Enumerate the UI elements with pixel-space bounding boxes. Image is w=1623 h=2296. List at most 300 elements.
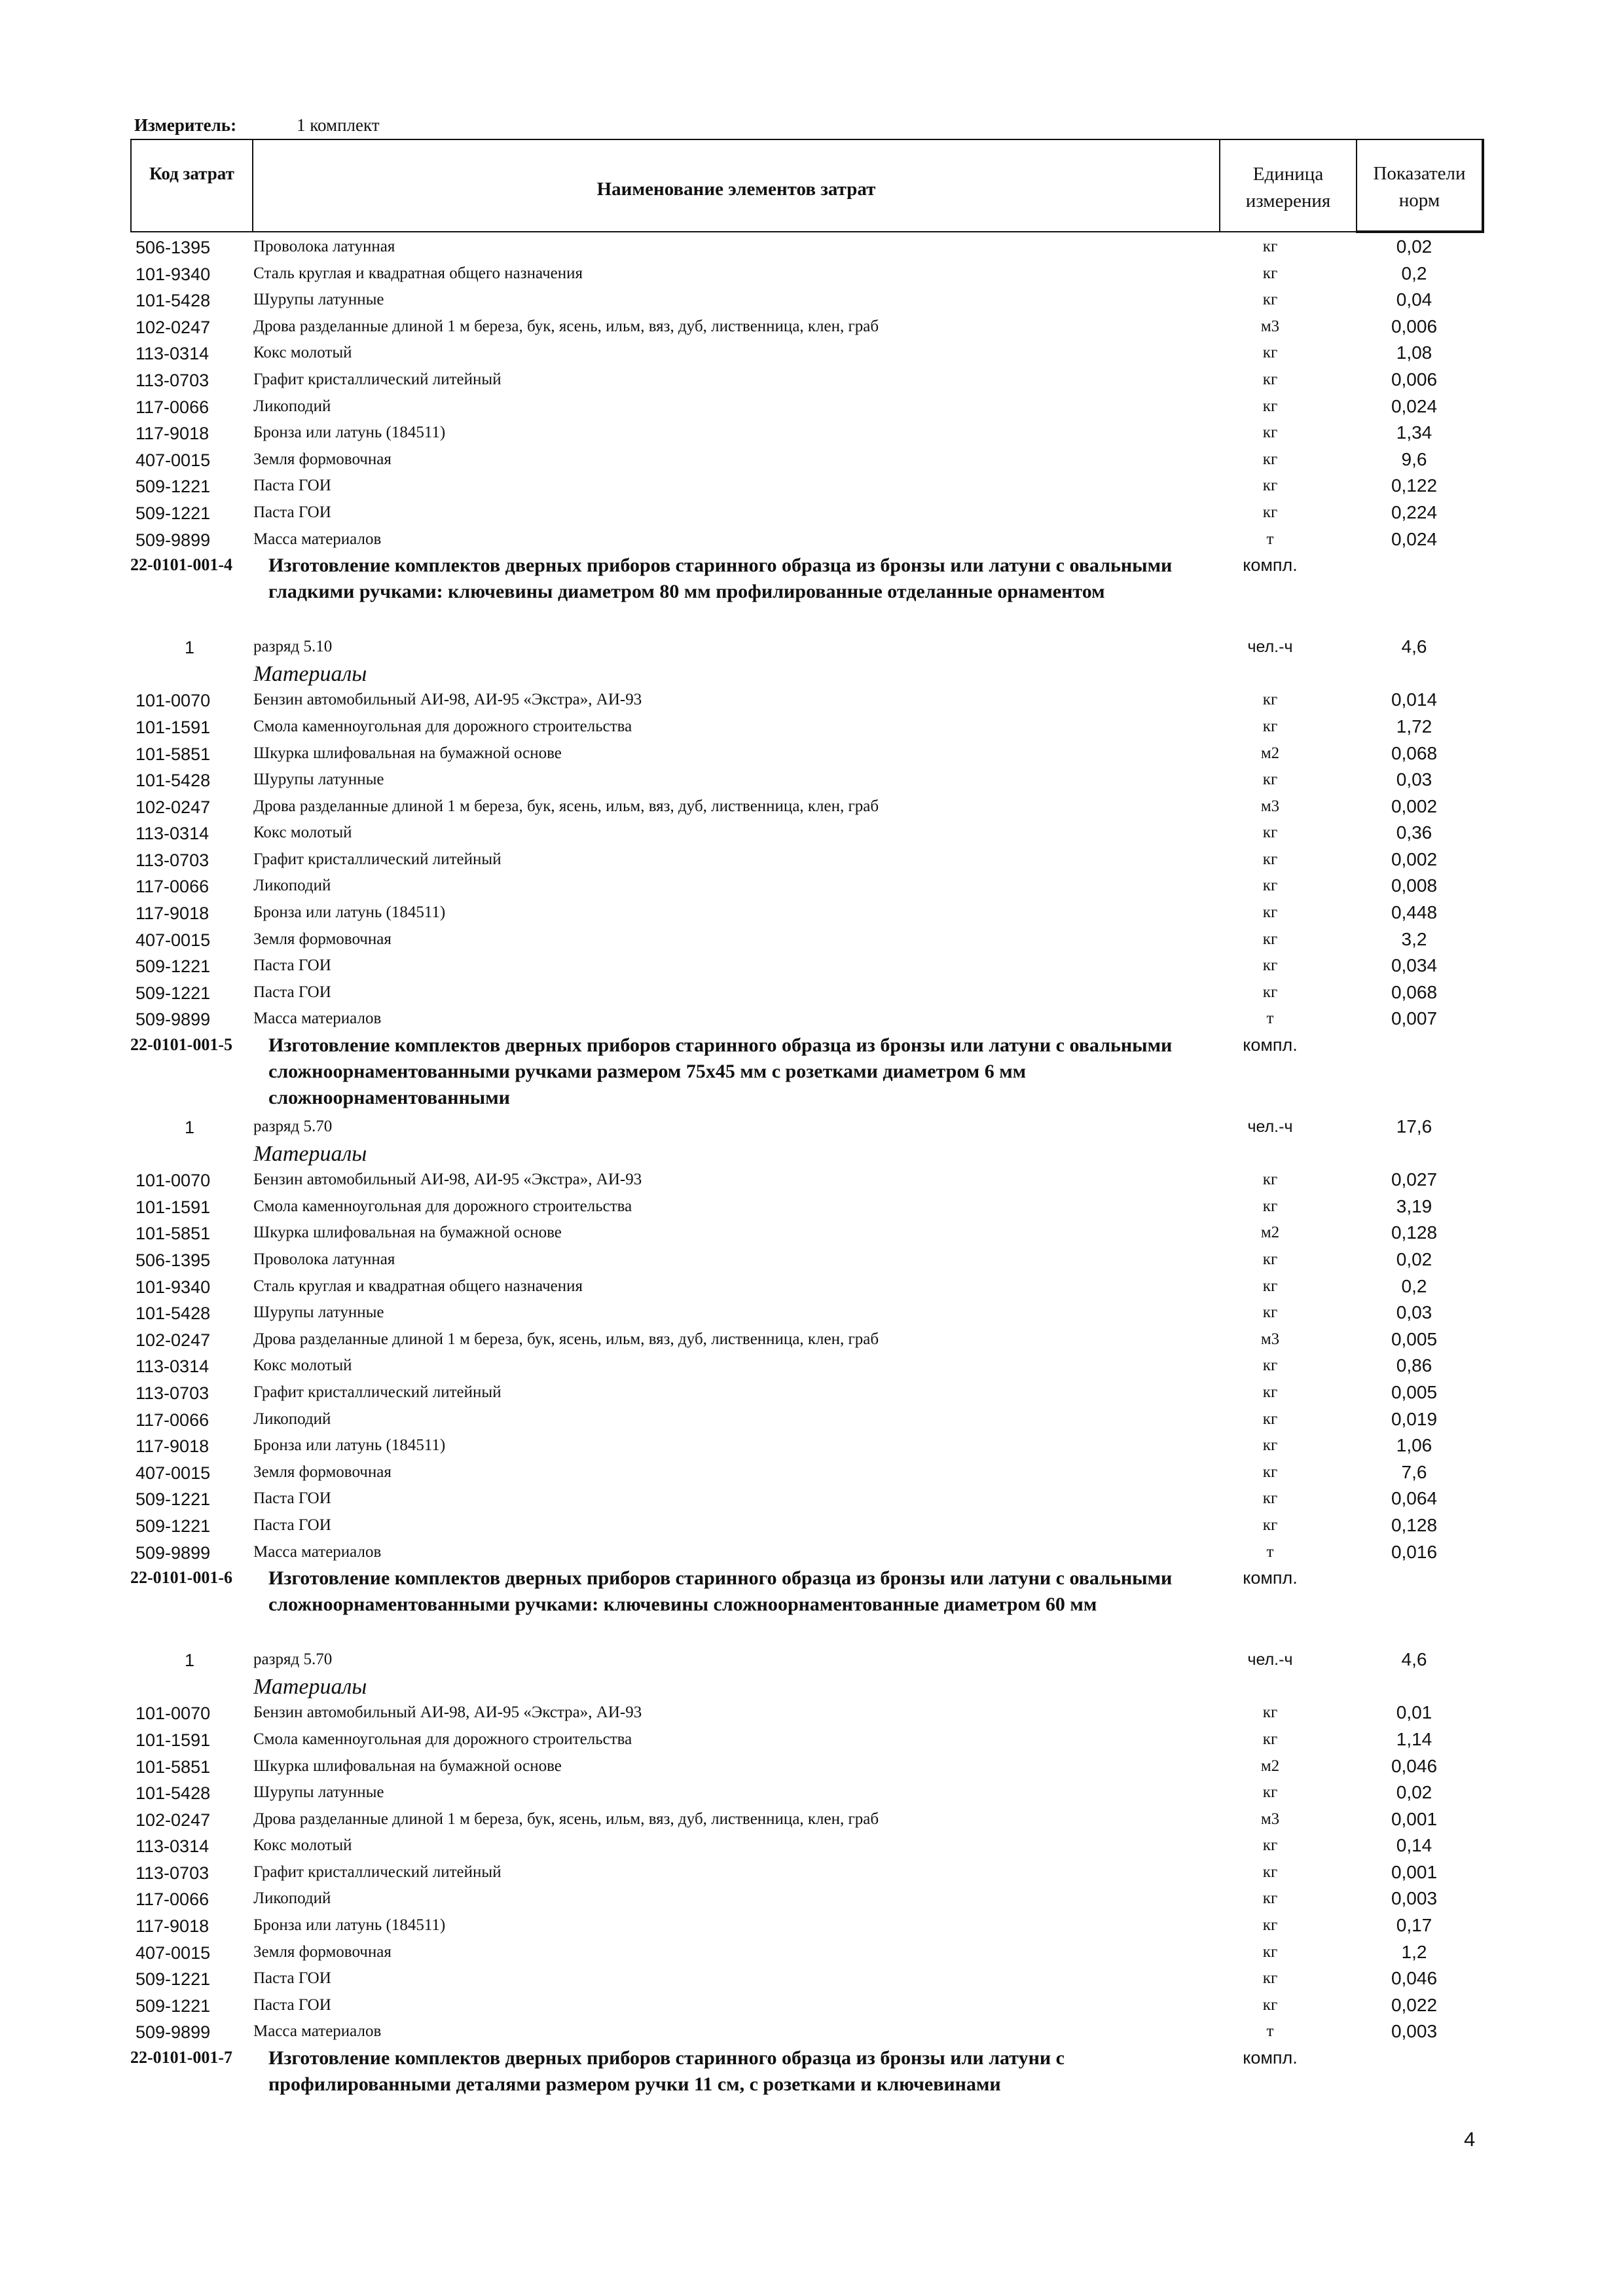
row-name: Графит кристаллический литейный — [253, 1383, 501, 1401]
row-name: Смола каменноугольная для дорожного строительства — [253, 1197, 632, 1215]
row-norm: 0,006 — [1391, 369, 1438, 390]
table-row — [0, 234, 1623, 261]
table-row — [0, 1859, 1623, 1886]
row-code: 101-5851 — [136, 744, 211, 764]
section-unit: компл. — [1243, 2048, 1298, 2068]
row-code: 101-5851 — [136, 1224, 211, 1244]
table-row — [0, 473, 1623, 500]
row-code: 509-1221 — [136, 957, 211, 977]
section-unit: компл. — [1243, 555, 1298, 575]
row-name: Паста ГОИ — [253, 503, 331, 521]
row-unit: кг — [1262, 1995, 1278, 2014]
row-code: 117-0066 — [136, 1410, 210, 1430]
row-name: Дрова разделанные длиной 1 м береза, бук, ясень, ильм, вяз, дуб, лиственница, клен, граб — [253, 317, 879, 335]
table-row — [0, 1220, 1623, 1247]
table-row — [0, 1485, 1623, 1512]
row-code: 113-0703 — [136, 850, 210, 870]
row-name: Паста ГОИ — [253, 1995, 331, 2014]
row-norm: 7,6 — [1401, 1461, 1427, 1482]
row-unit: кг — [1262, 424, 1278, 442]
row-code: 113-0314 — [136, 1357, 210, 1377]
row-unit: кг — [1262, 1863, 1278, 1881]
row-unit: кг — [1262, 1836, 1278, 1855]
table-row — [0, 1006, 1623, 1032]
row-name: Шурупы латунные — [253, 1303, 384, 1322]
row-name: Бензин автомобильный АИ-98, АИ-95 «Экстра», АИ-93 — [253, 691, 642, 709]
table-row — [0, 261, 1623, 287]
row-norm: 0,04 — [1396, 289, 1432, 310]
row-name: Ликоподий — [253, 397, 331, 415]
table-header — [130, 139, 1484, 233]
row-name: Кокс молотый — [253, 344, 352, 362]
row-code: 509-1221 — [136, 1489, 211, 1510]
labor-row — [0, 634, 1623, 661]
row-norm: 0,024 — [1391, 528, 1438, 549]
row-code: 101-1591 — [136, 1730, 211, 1750]
row-name: Шкурка шлифовальная на бумажной основе — [253, 1224, 562, 1242]
row-code: 101-1591 — [136, 1197, 211, 1217]
table-row — [0, 1806, 1623, 1833]
row-name: Масса материалов — [253, 1542, 382, 1561]
row-name: Шурупы латунные — [253, 291, 384, 309]
table-row — [0, 1992, 1623, 2019]
row-unit: кг — [1262, 717, 1278, 735]
row-unit: кг — [1262, 983, 1278, 1001]
row-unit: кг — [1262, 344, 1278, 362]
section-title: Изготовление комплектов дверных приборов старинного образца из бронзы или латуни с профилированными деталями размером ручки 11 см, с розетками и ключевинами — [268, 2047, 1065, 2096]
row-norm: 0,005 — [1391, 1381, 1438, 1402]
row-norm: 0,019 — [1391, 1408, 1438, 1429]
materials-heading: Материалы — [253, 1674, 367, 1699]
row-norm: 0,003 — [1391, 1888, 1438, 1909]
row-code: 509-1221 — [136, 503, 211, 523]
labor-row — [0, 1647, 1623, 1673]
table-row — [0, 526, 1623, 553]
section-code: 22-0101-001-6 — [130, 1568, 232, 1588]
row-norm: 0,014 — [1391, 689, 1438, 710]
row-norm: 1,06 — [1396, 1435, 1432, 1456]
row-unit: кг — [1262, 1410, 1278, 1428]
row-unit: кг — [1262, 370, 1278, 388]
row-unit: кг — [1262, 1383, 1278, 1401]
row-norm: 0,024 — [1391, 395, 1438, 416]
row-code: 102-0247 — [136, 1330, 211, 1350]
row-name: Паста ГОИ — [253, 1516, 331, 1534]
row-code: 113-0703 — [136, 1863, 210, 1883]
row-code: 113-0314 — [136, 1836, 210, 1857]
section-row — [0, 1565, 1623, 1647]
row-norm: 0,128 — [1391, 1222, 1438, 1243]
materials-heading: Материалы — [253, 1141, 367, 1166]
section-title: Изготовление комплектов дверных приборов старинного образца из бронзы или латуни с овальными гладкими ручками: ключевины диаметром 80 мм профилированные отделанные орнаментом — [268, 555, 1173, 603]
measure-line — [134, 115, 380, 141]
row-norm: 0,02 — [1396, 1249, 1432, 1269]
row-code: 102-0247 — [136, 797, 211, 817]
table-row — [0, 1700, 1623, 1726]
table-row — [0, 847, 1623, 873]
row-code: 509-1221 — [136, 1516, 211, 1536]
row-name: Земля формовочная — [253, 930, 392, 948]
table-row — [0, 687, 1623, 714]
table-row — [0, 1779, 1623, 1806]
cost-rows — [0, 234, 1623, 2099]
table-row — [0, 1273, 1623, 1300]
row-unit: м3 — [1260, 317, 1280, 335]
row-name: Ликоподий — [253, 1410, 331, 1428]
table-row — [0, 793, 1623, 820]
row-name: Проволока латунная — [253, 1250, 395, 1268]
row-name: Кокс молотый — [253, 1357, 352, 1375]
row-code: 113-0703 — [136, 370, 210, 390]
table-row — [0, 1726, 1623, 1753]
row-name: Паста ГОИ — [253, 983, 331, 1001]
row-norm: 0,003 — [1391, 2021, 1438, 2042]
section-code: 22-0101-001-4 — [130, 555, 232, 575]
row-name: Бензин автомобильный АИ-98, АИ-95 «Экстра», АИ-93 — [253, 1704, 642, 1722]
row-name: Паста ГОИ — [253, 1489, 331, 1508]
row-unit: кг — [1262, 264, 1278, 282]
row-unit: кг — [1262, 877, 1278, 895]
row-norm: 0,022 — [1391, 1994, 1438, 2015]
header-name: Наименование элементов затрат — [253, 139, 1220, 232]
row-unit: кг — [1262, 503, 1278, 521]
row-name: Проволока латунная — [253, 238, 395, 255]
table-row — [0, 1194, 1623, 1220]
row-norm: 1,14 — [1396, 1728, 1432, 1749]
row-code: 101-5428 — [136, 291, 211, 311]
row-unit: м2 — [1260, 1757, 1280, 1775]
row-unit: кг — [1262, 1357, 1278, 1375]
row-name: Шкурка шлифовальная на бумажной основе — [253, 1757, 562, 1775]
table-row — [0, 1512, 1623, 1539]
row-code: 509-9899 — [136, 1010, 211, 1030]
row-norm: 0,068 — [1391, 742, 1438, 763]
table-row — [0, 1939, 1623, 1966]
row-name: Кокс молотый — [253, 824, 352, 842]
row-code: 117-9018 — [136, 424, 210, 444]
row-name: Графит кристаллический литейный — [253, 850, 501, 868]
row-unit: кг — [1262, 1277, 1278, 1295]
row-norm: 0,064 — [1391, 1488, 1438, 1509]
materials-heading: Материалы — [253, 661, 367, 686]
row-unit: кг — [1262, 1197, 1278, 1215]
section-title: Изготовление комплектов дверных приборов старинного образца из бронзы или латуни с овальными сложноорнаментованными ручками размером 75х45 мм с розетками диаметром 6 мм сложноорнаментованными — [268, 1034, 1173, 1109]
row-norm: 0,36 — [1396, 822, 1432, 843]
row-norm: 0,03 — [1396, 769, 1432, 790]
row-unit: кг — [1262, 477, 1278, 495]
row-norm: 0,068 — [1391, 981, 1438, 1002]
table-row — [0, 1832, 1623, 1859]
row-code: 509-9899 — [136, 2022, 211, 2043]
row-name: Шкурка шлифовальная на бумажной основе — [253, 744, 562, 762]
row-unit: чел.-ч — [1247, 638, 1293, 657]
table-row — [0, 1379, 1623, 1406]
row-code: 117-0066 — [136, 1889, 210, 1910]
row-norm: 0,046 — [1391, 1755, 1438, 1776]
row-name: Кокс молотый — [253, 1836, 352, 1855]
row-unit: м3 — [1260, 1810, 1280, 1828]
row-code: 102-0247 — [136, 1810, 211, 1830]
row-norm: 0,02 — [1396, 1782, 1432, 1803]
row-norm: 0,008 — [1391, 875, 1438, 896]
header-code: Код затрат — [131, 139, 253, 232]
row-name: Бронза или латунь (184511) — [253, 903, 446, 922]
row-name: Масса материалов — [253, 530, 382, 548]
row-norm: 9,6 — [1401, 448, 1427, 469]
row-code: 113-0703 — [136, 1383, 210, 1403]
row-code: 101-5428 — [136, 1783, 211, 1804]
row-norm: 0,034 — [1391, 955, 1438, 976]
row-unit: т — [1266, 530, 1274, 548]
row-norm: 0,02 — [1396, 236, 1432, 257]
row-unit: кг — [1262, 1969, 1278, 1988]
row-name: разряд 5.70 — [253, 1650, 333, 1669]
row-code: 407-0015 — [136, 450, 211, 470]
row-unit: кг — [1262, 1783, 1278, 1802]
row-norm: 0,001 — [1391, 1861, 1438, 1882]
labor-row — [0, 1114, 1623, 1140]
row-unit: кг — [1262, 1250, 1278, 1268]
section-unit: компл. — [1243, 1568, 1298, 1588]
table-row — [0, 1965, 1623, 1992]
table-row — [0, 1539, 1623, 1566]
row-name: Дрова разделанные длиной 1 м береза, бук, ясень, ильм, вяз, дуб, лиственница, клен, граб — [253, 1330, 879, 1348]
section-unit: компл. — [1243, 1035, 1298, 1055]
row-unit: кг — [1262, 1303, 1278, 1322]
row-name: Бронза или латунь (184511) — [253, 1916, 446, 1935]
row-unit: кг — [1262, 957, 1278, 975]
row-unit: кг — [1262, 1171, 1278, 1189]
section-row — [0, 1032, 1623, 1114]
row-norm: 3,19 — [1396, 1195, 1432, 1216]
row-code: 506-1395 — [136, 1250, 211, 1270]
row-unit: м3 — [1260, 797, 1280, 815]
row-code: 113-0314 — [136, 344, 210, 364]
row-norm: 1,08 — [1396, 342, 1432, 363]
row-unit: кг — [1262, 1889, 1278, 1908]
row-name: Графит кристаллический литейный — [253, 370, 501, 388]
row-code: 407-0015 — [136, 930, 211, 950]
table-row — [0, 1247, 1623, 1273]
row-name: Масса материалов — [253, 1010, 382, 1028]
table-row — [0, 287, 1623, 314]
row-code: 509-1221 — [136, 477, 211, 497]
row-name: Сталь круглая и квадратная общего назначения — [253, 1277, 583, 1295]
row-unit: кг — [1262, 291, 1278, 309]
row-name: Паста ГОИ — [253, 957, 331, 975]
materials-heading-row — [0, 1140, 1623, 1167]
header-unit-line1: Единица — [1252, 163, 1324, 185]
row-unit: т — [1266, 2022, 1274, 2041]
row-unit: кг — [1262, 1916, 1278, 1935]
row-unit: кг — [1262, 850, 1278, 868]
row-code: 509-9899 — [136, 530, 211, 550]
row-norm: 0,01 — [1396, 1702, 1432, 1723]
row-unit: кг — [1262, 903, 1278, 922]
row-norm: 0,86 — [1396, 1355, 1432, 1376]
row-code: 509-9899 — [136, 1542, 211, 1563]
row-norm: 0,007 — [1391, 1008, 1438, 1029]
row-norm: 0,002 — [1391, 795, 1438, 816]
header-norm-line1: Показатели — [1373, 163, 1466, 184]
table-row — [0, 1353, 1623, 1379]
row-name: Паста ГОИ — [253, 477, 331, 495]
table-row — [0, 1432, 1623, 1459]
row-name: Бензин автомобильный АИ-98, АИ-95 «Экстра», АИ-93 — [253, 1171, 642, 1189]
row-name: Ликоподий — [253, 1889, 331, 1908]
table-row — [0, 1886, 1623, 1912]
table-row — [0, 1300, 1623, 1326]
row-name: Земля формовочная — [253, 1942, 392, 1961]
row-norm: 0,122 — [1391, 475, 1438, 496]
row-unit: кг — [1262, 930, 1278, 948]
section-title: Изготовление комплектов дверных приборов старинного образца из бронзы или латуни с овальными сложноорнаментованными ручками: ключевины сложноорнаментованные диаметром 60 мм — [268, 1567, 1173, 1616]
row-name: Дрова разделанные длиной 1 м береза, бук, ясень, ильм, вяз, дуб, лиственница, клен, граб — [253, 1810, 879, 1828]
row-code: 117-9018 — [136, 1436, 210, 1457]
row-norm: 0,016 — [1391, 1541, 1438, 1562]
header-unit — [1220, 139, 1357, 232]
row-name: Земля формовочная — [253, 450, 392, 468]
row-code: 101-0070 — [136, 691, 211, 711]
row-name: Графит кристаллический литейный — [253, 1863, 501, 1881]
table-row — [0, 1326, 1623, 1353]
row-code: 101-5851 — [136, 1757, 211, 1777]
table-row — [0, 740, 1623, 767]
table-row — [0, 873, 1623, 900]
page-number: 4 — [1464, 2128, 1476, 2151]
table-row — [0, 446, 1623, 473]
measure-value: 1 комплект — [297, 115, 380, 135]
header-norm — [1357, 139, 1483, 232]
section-code: 22-0101-001-7 — [130, 2048, 232, 2068]
row-norm: 1,72 — [1396, 716, 1432, 737]
row-name: Ликоподий — [253, 877, 331, 895]
table-row — [0, 767, 1623, 793]
row-unit: т — [1266, 1010, 1274, 1028]
table-row — [0, 367, 1623, 393]
row-name: Масса материалов — [253, 2022, 382, 2041]
section-code: 22-0101-001-5 — [130, 1035, 232, 1055]
row-unit: кг — [1262, 691, 1278, 709]
row-name: Смола каменноугольная для дорожного строительства — [253, 717, 632, 735]
row-code: 509-1221 — [136, 1969, 211, 1990]
row-code: 101-0070 — [136, 1704, 211, 1724]
row-code: 101-9340 — [136, 1277, 211, 1297]
row-code: 117-0066 — [136, 877, 210, 897]
row-code: 1 — [185, 1650, 195, 1671]
row-code: 117-0066 — [136, 397, 210, 417]
row-name: Шурупы латунные — [253, 771, 384, 789]
row-code: 506-1395 — [136, 238, 211, 257]
table-row — [0, 900, 1623, 926]
row-unit: кг — [1262, 1942, 1278, 1961]
row-code: 101-1591 — [136, 717, 211, 737]
row-name: Смола каменноугольная для дорожного строительства — [253, 1730, 632, 1748]
section-row — [0, 2045, 1623, 2099]
row-code: 1 — [185, 1118, 195, 1138]
row-norm: 0,224 — [1391, 501, 1438, 522]
row-norm: 1,34 — [1396, 422, 1432, 443]
header-norm-line2: норм — [1398, 190, 1440, 211]
row-name: Земля формовочная — [253, 1463, 392, 1481]
row-code: 117-9018 — [136, 903, 210, 924]
row-unit: кг — [1262, 824, 1278, 842]
materials-heading-row — [0, 1673, 1623, 1700]
row-norm: 0,002 — [1391, 848, 1438, 869]
measure-label: Измеритель: — [134, 115, 237, 135]
row-name: Дрова разделанные длиной 1 м береза, бук, ясень, ильм, вяз, дуб, лиственница, клен, граб — [253, 797, 879, 815]
row-code: 117-9018 — [136, 1916, 210, 1937]
row-norm: 0,448 — [1391, 902, 1438, 923]
row-unit: кг — [1262, 1730, 1278, 1748]
row-unit: чел.-ч — [1247, 1650, 1293, 1669]
row-code: 113-0314 — [136, 824, 210, 844]
section-row — [0, 553, 1623, 634]
row-name: Бронза или латунь (184511) — [253, 1436, 446, 1455]
table-row — [0, 1459, 1623, 1486]
row-norm: 0,03 — [1396, 1302, 1432, 1323]
row-name: разряд 5.10 — [253, 638, 333, 656]
row-code: 101-0070 — [136, 1171, 211, 1191]
table-row — [0, 926, 1623, 953]
row-norm: 0,006 — [1391, 316, 1438, 337]
row-name: Бронза или латунь (184511) — [253, 424, 446, 442]
row-unit: м3 — [1260, 1330, 1280, 1348]
row-norm: 4,6 — [1401, 1649, 1427, 1670]
row-code: 509-1221 — [136, 1995, 211, 2016]
table-row — [0, 2018, 1623, 2045]
row-unit: м2 — [1260, 744, 1280, 762]
row-norm: 17,6 — [1396, 1116, 1432, 1137]
row-code: 407-0015 — [136, 1942, 211, 1963]
row-unit: кг — [1262, 1704, 1278, 1722]
table-row — [0, 1753, 1623, 1780]
row-code: 101-5428 — [136, 771, 211, 791]
row-unit: кг — [1262, 1436, 1278, 1455]
row-name: Шурупы латунные — [253, 1783, 384, 1802]
row-unit: кг — [1262, 1516, 1278, 1534]
row-unit: кг — [1262, 1489, 1278, 1508]
row-norm: 4,6 — [1401, 636, 1427, 657]
table-row — [0, 314, 1623, 340]
row-norm: 3,2 — [1401, 928, 1427, 949]
table-row — [0, 979, 1623, 1006]
table-row — [0, 500, 1623, 526]
table-row — [0, 420, 1623, 446]
table-row — [0, 340, 1623, 367]
row-unit: кг — [1262, 1463, 1278, 1481]
table-row — [0, 1167, 1623, 1194]
row-norm: 0,2 — [1401, 1275, 1427, 1296]
row-norm: 0,14 — [1396, 1835, 1432, 1856]
row-norm: 0,17 — [1396, 1915, 1432, 1936]
table-row — [0, 714, 1623, 740]
row-name: разряд 5.70 — [253, 1118, 333, 1136]
header-unit-line2: измерения — [1245, 190, 1331, 211]
row-unit: чел.-ч — [1247, 1118, 1293, 1137]
row-code: 509-1221 — [136, 983, 211, 1003]
row-unit: т — [1266, 1542, 1274, 1561]
row-unit: кг — [1262, 397, 1278, 415]
row-norm: 1,2 — [1401, 1941, 1427, 1962]
materials-heading-row — [0, 661, 1623, 687]
row-unit: кг — [1262, 238, 1278, 255]
row-unit: кг — [1262, 771, 1278, 789]
row-unit: м2 — [1260, 1224, 1280, 1242]
table-row — [0, 820, 1623, 847]
row-name: Сталь круглая и квадратная общего назначения — [253, 264, 583, 282]
table-row — [0, 953, 1623, 979]
